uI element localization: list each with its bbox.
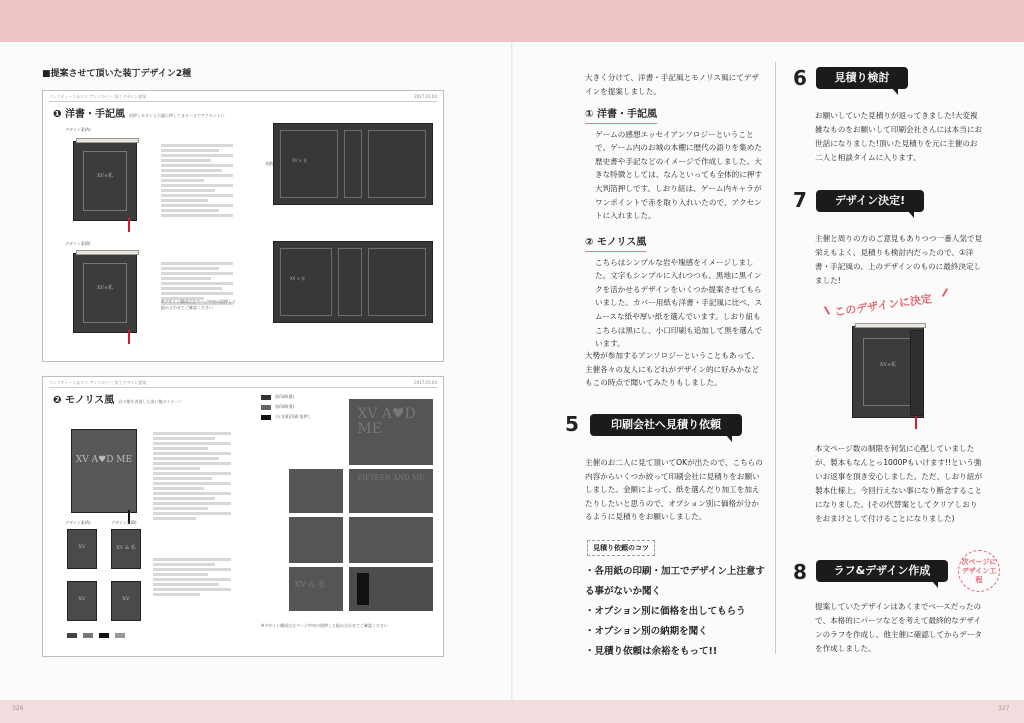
step-8-title: ラフ&デザイン作成	[816, 560, 948, 582]
monolith-panel	[349, 567, 433, 611]
spec-list	[153, 537, 231, 598]
subsection-2-heading: ② モノリス風	[585, 236, 646, 252]
step-7-title: デザイン決定!	[816, 190, 924, 212]
spec-list	[161, 123, 233, 219]
sheet-header: フィフティーン＆マイ アンソロジー 装丁デザイン提案	[49, 94, 147, 99]
monolith-panel	[289, 517, 343, 563]
book-pages	[76, 138, 139, 143]
small-book-title: XV	[78, 596, 86, 603]
paragraph: 本文ページ数の制限を何気に心配していましたが、製本もなんとっ1000Pもいけます!!という強いお返事を頂き安心しました。ただ、しおり紐が製本仕様上、今回行えない事になり断念することになりました。(その代替案としてクリアしおりをおまけとして付けることになりました)	[815, 444, 983, 523]
legend-label: 小口(黒)印刷 箔押し	[275, 414, 312, 419]
decided-caption: このデザインに決定	[833, 292, 933, 319]
small-book-title: XV	[122, 596, 130, 603]
small-book-4	[111, 581, 141, 621]
bookmark-ribbon	[128, 330, 130, 344]
color-swatch	[67, 633, 77, 638]
color-swatch	[99, 633, 109, 638]
monolith-cover-large	[349, 399, 433, 465]
monolith-panel	[349, 517, 433, 563]
style-title	[53, 105, 225, 120]
step-6-number: 6	[793, 66, 807, 90]
cover-spread-a	[273, 123, 433, 205]
paragraph: 大勢が参加するアンソロジーということもあって、主催各々の友人にもどれがデザイン的に好みかなどもこの時点で聞いてみたりもしました。	[585, 351, 760, 388]
book-mockup-b	[73, 253, 137, 333]
small-book-title: XV & 私	[116, 545, 136, 552]
spine-panel	[344, 130, 362, 198]
style-note: 箔押しモダンと古風に押してまるーるでアクセントに	[128, 113, 225, 118]
sheet-divider	[49, 101, 437, 102]
style-title-text: ❷ モノリス風	[53, 395, 115, 406]
book-title: XV×私	[96, 172, 114, 179]
sheet-footnote: ※デザイン構成は左ページ中央の箔押しと組み合わせてご確認ください	[261, 623, 388, 628]
tips-list	[585, 562, 767, 662]
step-5-body: 主催のお二人に見て頂いてOKが出たので、こちらの内容からいくつか絞って印刷会社に見積りをお願いしました。金額によって、紙を選んだり加工を加えたりしたいと思うので、オプション別に価格が分かるように見積りをお願いしました。	[585, 458, 763, 522]
tip-item: ・オプション別の納期を聞く	[585, 626, 708, 637]
subsection-2	[585, 236, 763, 351]
book-frame	[863, 338, 913, 406]
subsection-2-body: こちらはシンプルな岩や塊感をイメージしました。文字もシンプルに入れつつも、黒地に黒インクを活かせるデザインをいくつか提案させてもらいました。カバー用紙も洋書・手記風に比べ、スムースな紙や厚い紙を選んでいます。しおり紐もこちらは黒にし、小口印刷も追加して黒を選んでいます。	[595, 257, 763, 349]
subsection-1-heading: ① 洋書・手記風	[585, 108, 657, 124]
step-7-number: 7	[793, 188, 807, 212]
cover-spread-b	[273, 241, 433, 323]
section-title: ■提案させて頂いた装丁デザイン2種	[42, 69, 192, 79]
tip-item: ・オプション別に価格を出してもらう	[585, 606, 746, 617]
book-frame	[83, 151, 128, 210]
small-book-title: XV	[78, 544, 86, 551]
next-page-stamp: 次ページにデザイン工程	[958, 550, 1000, 592]
legend-swatch	[261, 395, 271, 400]
step-8-number: 8	[793, 560, 807, 584]
sheet-date: 2017.03.04	[414, 380, 437, 385]
spec-list	[161, 241, 233, 307]
spread-spine	[511, 42, 513, 700]
small-book-1	[67, 529, 97, 569]
column-divider	[775, 62, 776, 654]
spread-title: XV × 私	[292, 158, 308, 163]
monolith-panel	[289, 469, 343, 513]
small-book-2	[111, 529, 141, 569]
spread-title: XV × 私	[290, 276, 306, 281]
front-cover-panel	[280, 248, 332, 316]
design-label-b: デザイン案(B)	[111, 520, 137, 525]
small-book-3	[67, 581, 97, 621]
cover-title: FIFTEEN AND ME	[357, 474, 425, 483]
step-8-body: 提案していたデザインはあくまでベースだったので、本格的にパーツなどを考えて最終的なデザインのラフを作成し、他主催に確認してからデータを作成しました。	[815, 602, 983, 653]
cover-title: XV & 私	[294, 580, 327, 590]
back-cover-panel	[368, 130, 426, 198]
front-cover-panel	[280, 130, 338, 198]
book-mockup-a	[73, 141, 137, 221]
style-title	[53, 391, 182, 406]
proposal-sheet-1	[42, 90, 444, 362]
proposal-sheet-2	[42, 376, 444, 657]
book-frame	[83, 263, 128, 322]
book-title: XV×私	[96, 284, 114, 291]
top-band	[0, 0, 1024, 42]
tips-label: 見積り依頼のコツ	[587, 540, 655, 556]
sheet-date: 2017.03.04	[414, 94, 437, 99]
book-pages	[76, 250, 139, 255]
dimension-label: 表紙	[265, 161, 273, 166]
right-page-number: 327	[998, 705, 1010, 712]
sheet-footnote: ※デザイン構成は左ページ中央の箔押しと組み合わせてご確認ください	[161, 299, 236, 310]
step-5-number: 5	[565, 412, 579, 436]
monolith-book-mockup	[71, 429, 137, 513]
style-note: 岩の塊を表現した黒い塊のイメージ	[118, 399, 183, 404]
tip-item: ・見積り依頼は余裕をもって!!	[585, 646, 718, 657]
step-5-title: 印刷会社へ見積り依頼	[590, 414, 742, 436]
back-cover-panel	[368, 248, 426, 316]
monolith-panel	[289, 567, 343, 611]
style-title-text: ❶ 洋書・手記風	[53, 109, 125, 120]
legend-label: 黒印刷(濃)	[275, 394, 295, 399]
step-6-body: お願いしていた見積りが返ってきました!大変複雑なものをお願いして印刷会社さんには本当にお世話になりました!頂いた見積りを元に主催のお二人と相談タイムに入ります。	[815, 111, 983, 162]
bookmark-ribbon	[128, 218, 130, 232]
step-7-body: 主催と周りの方のご意見もありつつ一番人気で見栄えもよく、見積りも検討内だったので、①洋書・手記風の、上のデザインのものに最終決定しました!	[815, 234, 983, 285]
sheet-divider	[49, 387, 437, 388]
design-label-a: デザイン案(A)	[65, 520, 91, 525]
sheet-header: フィフティーン＆マイ アンソロジー 装丁デザイン提案	[49, 380, 147, 385]
design-label-a: デザイン案(A)	[65, 127, 91, 132]
bottom-band	[0, 700, 1024, 723]
left-page-number: 326	[12, 705, 24, 712]
intro-text: 大きく分けて、洋書・手記風とモノリス風にてデザインを提案しました。	[585, 73, 759, 96]
book-spine	[910, 330, 924, 416]
book-pages	[855, 323, 926, 328]
black-card	[357, 573, 369, 605]
design-label-b: デザイン案(B)	[65, 241, 91, 246]
monolith-panel	[349, 469, 433, 513]
tip-item: ・各用紙の印刷・加工でデザイン上注意する事がないか聞く	[585, 566, 765, 597]
spec-list	[153, 411, 231, 522]
color-swatch	[83, 633, 93, 638]
legend-swatch	[261, 405, 271, 410]
subsection-1-body: ゲームの感想エッセイアンソロジーということで、ゲーム内のお城の本棚に歴代の語りを集めた歴史書や手記などのイメージで作成しました。大きな特徴としては、なんといっても全体的に押す大判箔押しです。しおり紐は、ゲーム内キャラがワンポイントで赤を取り入れいたので、アクセントに入れました。	[595, 129, 763, 221]
bookmark-ribbon	[915, 415, 917, 429]
spine-panel	[338, 248, 362, 316]
legend-label: 黒印刷(薄)	[275, 404, 295, 409]
legend-swatch	[261, 415, 271, 420]
book-title: XV×私	[879, 362, 897, 369]
book-title: XV A♥D ME	[75, 454, 133, 465]
subsection-1	[585, 108, 763, 223]
cover-title: XV A♥D ME	[357, 405, 416, 437]
step-6-title: 見積り検討	[816, 67, 908, 89]
color-swatch	[115, 633, 125, 638]
